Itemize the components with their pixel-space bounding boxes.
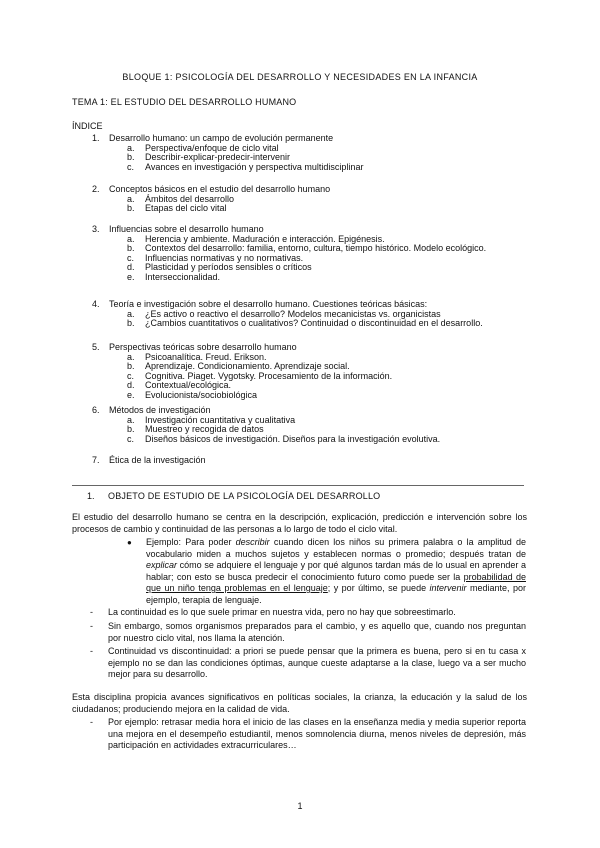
index-subitem-letter: a. [127, 142, 135, 153]
section-divider [72, 485, 524, 486]
index-item-number: 2. [92, 184, 100, 194]
example-describir: describir [235, 537, 270, 547]
index-subitem-letter: a. [127, 414, 135, 425]
index-item: Teoría e investigación sobre el desarrollo humano. Cuestiones teóricas básicas: [109, 299, 428, 309]
example-text-2: cuando dicen los niños su primera palabra o la amplitud de vocabulario miden a muchos sujetos y establecen normas o promedio; después tratan de [146, 537, 527, 559]
index-item-number: 6. [92, 405, 100, 415]
index-subitem-letter: e. [127, 390, 135, 400]
intro-paragraph: El estudio del desarrollo humano se centra en la descripción, explicación, predicción e intervención sobre los procesos de cambio y continuidad de las personas a lo largo de todo el ciclo vital. [72, 512, 527, 534]
index-subitem-letter: a. [127, 351, 135, 362]
block-title: BLOQUE 1: PSICOLOGÍA DEL DESARROLLO Y NECESIDADES EN LA INFANCIA [122, 72, 478, 82]
index-item: Conceptos básicos en el estudio del desarrollo humano [109, 184, 331, 194]
index-subitem: Influencias normativas y no normativas. [145, 252, 304, 263]
index-subitem: Etapas del ciclo vital [145, 203, 227, 214]
example-text-4: ; y por último, se puede [327, 583, 430, 593]
index-subitem: Describir-explicar-predecir-intervenir [145, 152, 291, 163]
example-bullet [146, 537, 526, 606]
index-subitem: Muestreo y recogida de datos [145, 424, 264, 435]
index-subitem: ¿Es activo o reactivo el desarrollo? Modelos mecanicistas vs. organicistas [145, 308, 441, 319]
example-text-3: cómo se adquiere el lenguaje y por qué algunos tardan más de lo usual en aprender a hablar; con esto se busca predecir el conocimiento futuro como puede ser la [146, 560, 526, 582]
index-subitem: Herencia y ambiente. Maduración e interacción. Epigénesis. [145, 233, 385, 244]
example-explicar: explicar [146, 560, 178, 570]
index-subitem-letter: b. [127, 203, 135, 214]
index-subitem-letter: a. [127, 308, 135, 319]
index-subitem: Plasticidad y períodos sensibles o críticos [145, 262, 312, 273]
index-subitem-letter: c. [127, 252, 135, 263]
dash-marker: - [90, 646, 93, 656]
index-item-number: 5. [92, 342, 100, 352]
dash-item: Por ejemplo: retrasar media hora el inicio de las clases en la enseñanza media y media superior reporta una mejora en el desempeño estudiantil, menos somnolencia diurna, menos niveles de depresión, más participación en actividades extracurriculares… [108, 717, 526, 750]
index-subitem-letter: d. [127, 262, 135, 273]
index-subitem: Aprendizaje. Condicionamiento. Aprendizaje social. [145, 361, 350, 372]
index-subitem: Ámbitos del desarrollo [145, 193, 235, 204]
index-subitem-letter: b. [127, 361, 135, 372]
index-item: Métodos de investigación [109, 405, 211, 415]
index-subitem: Investigación cuantitativa y cualitativa [145, 414, 296, 425]
index-subitem-letter: b. [127, 318, 135, 329]
index-subitem-letter: b. [127, 152, 135, 163]
example-text-5: mediante, por ejemplo, terapia de lenguaje. [146, 583, 526, 605]
index-subitem: Evolucionista/sociobiológica [145, 390, 258, 400]
index-subitem-letter: c. [127, 433, 135, 444]
dash-marker: - [90, 607, 93, 617]
index-subitem-letter: b. [127, 243, 135, 254]
index-item: Influencias sobre el desarrollo humano [109, 224, 264, 234]
section-heading: OBJETO DE ESTUDIO DE LA PSICOLOGÍA DEL DESARROLLO [108, 491, 381, 501]
example-underlined: probabilidad de que un niño tenga problemas en el lenguaje [146, 571, 526, 593]
index-item-number: 1. [92, 133, 100, 143]
page-number: 1 [297, 801, 303, 811]
dash-marker: - [90, 621, 93, 631]
bullet-icon: ● [127, 538, 132, 547]
dash-item: Sin embargo, somos organismos preparados para el cambio, y es aquello que, cuando nos preguntan por nuestro ciclo vital, nos llama la atención. [108, 621, 526, 643]
index-item-number: 7. [92, 455, 100, 465]
index-subitem-letter: c. [127, 370, 135, 381]
dash-item: La continuidad es lo que suele primar en nuestra vida, pero no hay que sobreestimarlo. [108, 607, 456, 617]
index-heading: ÍNDICE [72, 121, 103, 131]
example-text-1: Ejemplo: Para poder [146, 537, 236, 547]
example-intervenir: intervenir [429, 583, 467, 593]
index-subitem-letter: a. [127, 193, 135, 204]
index-subitem: Avances en investigación y perspectiva multidisciplinar [145, 161, 364, 172]
index-subitem-letter: d. [127, 380, 135, 391]
paragraph-2: Esta disciplina propicia avances significativos en políticas sociales, la crianza, la educación y la salud de los ciudadanos; produciendo mejora en la calidad de vida. [72, 692, 527, 714]
index-subitem: Interseccionalidad. [145, 272, 221, 282]
dash-marker: - [90, 717, 93, 727]
index-item-number: 4. [92, 299, 100, 309]
index-item: Perspectivas teóricas sobre desarrollo humano [109, 342, 297, 352]
index-subitem: Diseños básicos de investigación. Diseños para la investigación evolutiva. [145, 433, 441, 444]
dash-item: Continuidad vs discontinuidad: a priori se puede pensar que la primera es buena, pero si en tu casa x ejemplo no se dan las condiciones óptimas, aunque cueste adaptarse a la clase, luego va a ser mucho mejor para su desarrollo. [108, 646, 526, 679]
index-item: Ética de la investigación [109, 455, 206, 465]
tema-title: TEMA 1: EL ESTUDIO DEL DESARROLLO HUMANO [72, 97, 297, 107]
index-item-number: 3. [92, 224, 100, 234]
index-subitem-letter: c. [127, 161, 135, 172]
index-subitem-letter: a. [127, 233, 135, 244]
index-subitem: Cognitiva. Piaget. Vygotsky. Procesamiento de la información. [145, 370, 393, 381]
index-subitem: Psicoanalítica. Freud. Erikson. [145, 351, 267, 362]
index-subitem: Contextual/ecológica. [145, 380, 232, 391]
section-number: 1. [87, 491, 95, 501]
index-subitem-letter: e. [127, 272, 135, 282]
index-subitem-letter: b. [127, 424, 135, 435]
index-item: Desarrollo humano: un campo de evolución permanente [109, 133, 334, 143]
index-subitem: Perspectiva/enfoque de ciclo vital [145, 142, 279, 153]
index-subitem: ¿Cambios cuantitativos o cualitativos? Continuidad o discontinuidad en el desarrollo. [145, 318, 483, 329]
index-subitem: Contextos del desarrollo: familia, entorno, cultura, tiempo histórico. Modelo ecológico. [145, 243, 487, 254]
